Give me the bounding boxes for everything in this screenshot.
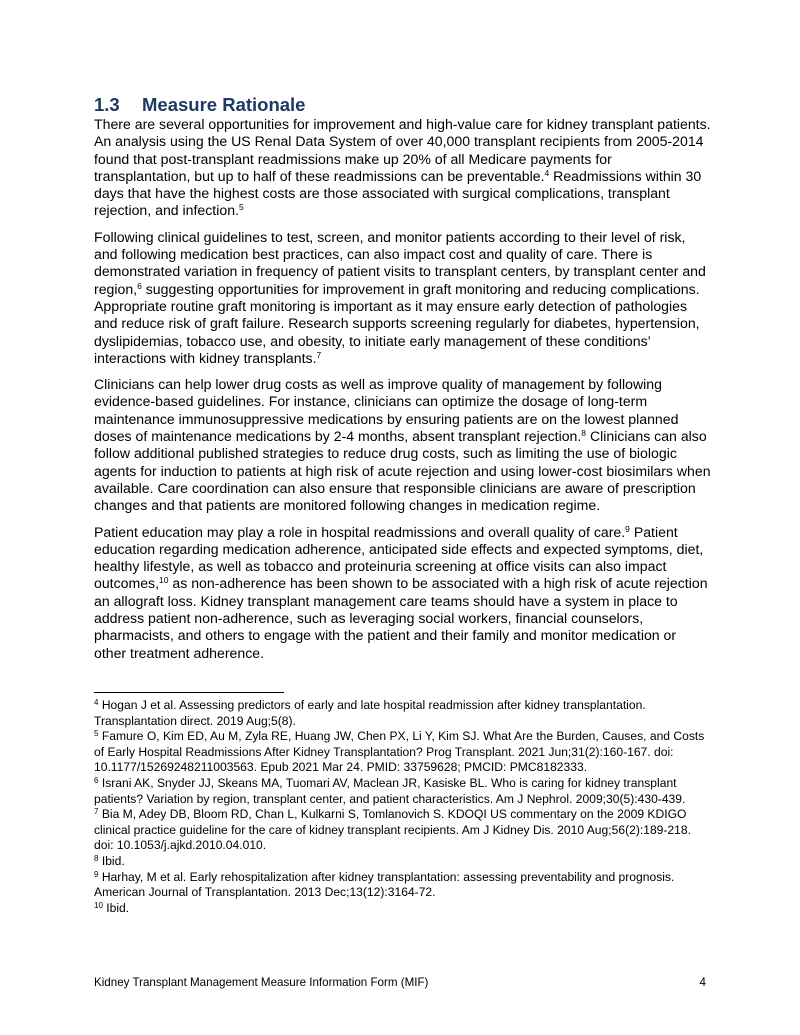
footnote-number: 9 xyxy=(94,869,99,879)
footnote-separator xyxy=(94,692,284,693)
footnote-text: Bia M, Adey DB, Bloom RD, Chan L, Kulkarni S, Tomlanovich S. KDOQI US commentary on the 2009 KDIGO clinical practice guideline for the care of kidney transplant recipients. Am J Kidney Dis. 2010 Aug;56(2):189-218. doi: 10.1053/j.ajkd.2010.04.010. xyxy=(94,807,691,853)
footnote-reference[interactable]: 5 xyxy=(238,202,244,213)
paragraph-text: Patient education regarding medication adherence, anticipated side effects and expected symptoms, diet, healthy lifestyle, as well as tobacco and proteinuria screening at office visits can also impact outcomes, xyxy=(94,523,704,592)
section-title: Measure Rationale xyxy=(142,94,306,115)
footer-document-title: Kidney Transplant Management Measure Information Form (MIF) xyxy=(94,976,429,989)
paragraph-text: There are several opportunities for improvement and high-value care for kidney transplant patients. An analysis using the US Renal Data System of over 40,000 transplant recipients from 2005-2014 found that post-transplant readmissions make up 20% of all Medicare payments for transplantation, but up to half of these readmissions can be preventable. xyxy=(94,116,711,184)
paragraph xyxy=(94,229,712,367)
footnote-text: Ibid. xyxy=(101,853,125,868)
paragraph-text: Following clinical guidelines to test, screen, and monitor patients according to their level of risk, and following medication best practices, can also impact cost and quality of care. There is demonstrated variation in frequency of patient visits to transplant centers, by transplant center and region, xyxy=(94,228,706,297)
paragraph-text: Clinicians can help lower drug costs as well as improve quality of management by following evidence-based guidelines. For instance, clinicians can optimize the dosage of long-term maintenance immunosuppressive medications by ensuring patients are on the lowest planned doses of maintenance medications by 2-4 months, absent transplant rejection. xyxy=(94,376,679,445)
paragraph xyxy=(94,524,712,662)
footnote xyxy=(94,854,712,870)
paragraph xyxy=(94,376,712,514)
section-heading xyxy=(94,94,305,116)
footnote-text: Harhay, M et al. Early rehospitalization after kidney transplantation: assessing preventability and prognosis. American Journal of Transplantation. 2013 Dec;13(12):3164-72. xyxy=(94,869,675,900)
paragraph-text: as non-adherence has been shown to be associated with a high risk of acute rejection an allograft loss. Kidney transplant management care teams should have a system in place to address patient non-adherence, such as leveraging social workers, financial counselors, pharmacists, and others to engage with the patient and their family and monitor medication or other treatment adherence. xyxy=(94,575,708,661)
footnote-number: 8 xyxy=(94,853,99,863)
footnote-number: 7 xyxy=(94,807,99,817)
footer-page-number: 4 xyxy=(699,976,706,989)
footnote-text: Famure O, Kim ED, Au M, Zyla RE, Huang JW, Chen PX, Li Y, Kim SJ. What Are the Burden, Causes, and Costs of Early Hospital Readmissions After Kidney Transplantation? Prog Transplant. 2021 Jun;31(2):160-167. doi: 10.1177/15269248211003563. Epub 2021 Mar 24. PMID: 33759628; PMCID: PMC8182333. xyxy=(94,729,705,775)
paragraph-text: suggesting opportunities for improvement in graft monitoring and reducing complications. Appropriate routine graft monitoring is important as it may ensure early detection of pathologies and reduce risk of graft failure. Research supports screening regularly for diabetes, hypertension, dyslipidemias, tobacco use, and obesity, to initiate early management of these conditions’ interactions with kidney transplants. xyxy=(94,280,700,366)
footnote-number: 5 xyxy=(94,729,99,739)
section-number: 1.3 xyxy=(94,94,120,115)
footnote-reference[interactable]: 6 xyxy=(137,280,142,291)
paragraph-text: Patient education may play a role in hospital readmissions and overall quality of care. xyxy=(94,523,626,540)
paragraph-text: Clinicians can also follow additional published strategies to reduce drug costs, such as limiting the use of biologic agents for induction to patients at high risk of acute rejection and using lower-cost biosimilars when available. Care coordination can also ensure that responsible clinicians are aware of prescription changes and that patients are monitored following changes in medication regime. xyxy=(94,428,711,514)
footnote-reference[interactable]: 7 xyxy=(316,349,322,360)
footnote-reference[interactable]: 4 xyxy=(544,167,550,178)
footnote xyxy=(94,698,712,729)
footnote xyxy=(94,870,712,901)
footnote-number: 6 xyxy=(94,775,99,785)
footnote-reference[interactable]: 8 xyxy=(581,428,587,439)
footnote-text: Ibid. xyxy=(106,900,130,915)
footnote-reference[interactable]: 10 xyxy=(159,575,169,586)
footnote-number: 10 xyxy=(94,900,103,910)
footnotes xyxy=(94,698,712,916)
footnote xyxy=(94,776,712,807)
paragraph-text: Readmissions within 30 days that have the highest costs are those associated with surgical complications, transplant rejection, and infection. xyxy=(94,167,702,219)
footnote xyxy=(94,807,712,854)
footnote-number: 4 xyxy=(94,698,99,707)
footnote-reference[interactable]: 9 xyxy=(625,523,630,534)
footnote xyxy=(94,729,712,776)
footnote xyxy=(94,901,712,917)
body-text xyxy=(94,116,712,671)
footnote-text: Hogan J et al. Assessing predictors of early and late hospital readmission after kidney transplantation. Transplantation direct. 2019 Aug;5(8). xyxy=(94,698,646,728)
footnote-text: Israni AK, Snyder JJ, Skeans MA, Tuomari AV, Maclean JR, Kasiske BL. Who is caring for kidney transplant patients? Variation by region, transplant center, and patient characteristics. Am J Nephrol. 2009;30(5):430-439. xyxy=(94,775,686,806)
paragraph xyxy=(94,116,712,220)
